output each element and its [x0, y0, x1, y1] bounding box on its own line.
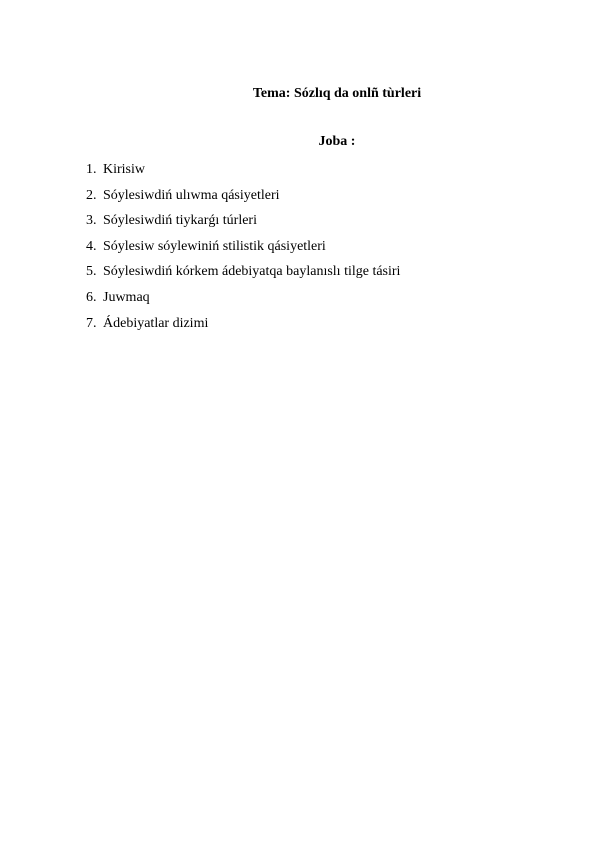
- list-item-number: 2.: [86, 187, 97, 203]
- list-item-text: Sóylesiwdiń tiykarǵı túrleri: [103, 213, 257, 229]
- list-item: [86, 264, 400, 290]
- list-item-number: 3.: [86, 213, 97, 229]
- list-item: [86, 290, 400, 316]
- list-item: [86, 316, 400, 342]
- list-item: [86, 239, 400, 265]
- plan-heading: Joba :: [318, 134, 356, 149]
- list-item: [86, 188, 400, 214]
- list-item: [86, 162, 400, 188]
- list-item-text: Sóylesiwdiń kórkem ádebiyatqa baylanıslı tilge tásiri: [103, 264, 401, 280]
- list-item-text: Kirisiw: [103, 162, 145, 177]
- list-item-text: Juwmaq: [103, 289, 150, 305]
- list-item-number: 7.: [86, 315, 97, 331]
- list-item-number: 6.: [86, 289, 97, 305]
- list-item-text: Sóylesiw sóylewiniń stilistik qásiyetleri: [103, 238, 326, 254]
- list-item-text: Sóylesiwdiń ulıwma qásiyetleri: [103, 187, 280, 203]
- list-item: [86, 213, 400, 239]
- document-title: Tema: Sózlıq da onlñ tùrleri: [252, 86, 422, 101]
- list-item-number: 5.: [86, 264, 97, 280]
- list-item-number: 4.: [86, 238, 97, 254]
- list-item-number: 1.: [86, 162, 97, 177]
- outline-list: [86, 162, 400, 341]
- list-item-text: Ádebiyatlar dizimi: [103, 315, 209, 331]
